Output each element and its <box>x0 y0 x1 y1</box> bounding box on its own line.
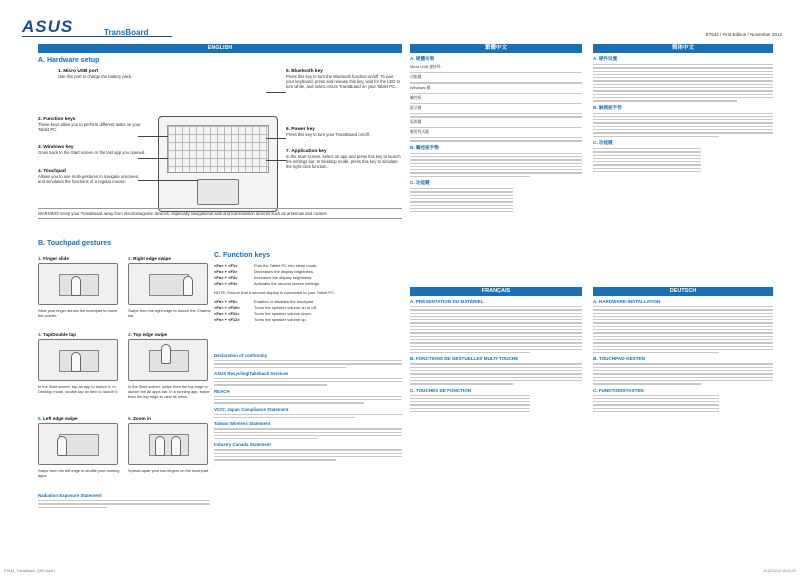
warning-note: WARNING! Keep your TransBoard away from electromagnetic devices, especially navigational aids and transmission devices such as antennas and routers. <box>38 208 402 219</box>
fkey-row: <Fn> + <F2> Decreases the display brightness. <box>214 269 315 274</box>
compliance-section: Declaration of conformity ASUS Recycling/Takeback Services REACH VCCI: Japan Compliance Statement Taiwan Wireless Statement Industry Canada Statement <box>214 350 402 463</box>
label-power-key: 6. Power key Press this key to turn your TransBoard on/off. <box>286 127 370 137</box>
label-application-key: 7. Application key In the Start screen, select an app and press this key to launch the settings bar. In Desktop mode, press this key to simulate the right-click function. <box>286 149 401 169</box>
zh-cn-column: 简体中文 A. 硬件设置 B. 触摸板手势 C. 功能键 <box>593 44 773 174</box>
touchpad-illustration <box>197 179 239 205</box>
gestures-title: B. Touchpad gestures <box>38 240 111 247</box>
label-windows-key: 3. Windows key Goes back to the Start screen or the last app you opened. <box>38 145 146 155</box>
fkey-row: <Fn> + <F11> Turns the speaker volume down. <box>214 311 312 316</box>
lang-bar-zh-cn: 简体中文 <box>593 44 773 53</box>
gesture-left-edge-swipe: 5. Left edge swipe Swipe from the left edge to shuffle your running apps. <box>38 416 120 478</box>
keyboard-illustration <box>158 116 278 212</box>
french-column: FRANÇAIS A. PRÉSENTATION DU MATÉRIEL B. FONCTIONS DE GESTUELLES MULTI-TOUCHE C. TOUCHES DE FONCTION <box>410 287 582 414</box>
function-keys-section <box>214 244 402 323</box>
leader-line <box>138 180 198 181</box>
fkeys-note: NOTE: Ensure that a second display is connected to your Tablet PC. <box>214 290 336 295</box>
leader-line <box>138 136 168 137</box>
gesture-illustration <box>38 339 118 381</box>
fkey-row: <Fn> + <F3> Increases the display brightness. <box>214 275 313 280</box>
german-column: DEUTSCH A. HARDWARE-INSTALLATION B. TOUCHPAD-GESTEN C. FUNKTIONSTASTEN <box>593 287 773 414</box>
gesture-illustration <box>38 423 118 465</box>
zh-tw-items: Micro USB 連接埠 功能鍵 Windows 鍵 觸控板 藍牙鍵 電源鍵 應用程式鍵 <box>410 65 582 142</box>
gesture-illustration <box>128 423 208 465</box>
gesture-finger-slide: 1. Finger slide Slide your finger across the touchpad to move the pointer. <box>38 256 118 318</box>
label-touchpad: 4. Touchpad Allows you to use multi-gestures to navigate onscreen, and simulates the functions of a regular mouse. <box>38 169 140 184</box>
lang-bar-german: DEUTSCH <box>593 287 773 296</box>
gesture-illustration <box>38 263 118 305</box>
fkey-row: <Fn> + <F12> Turns the speaker volume up. <box>214 317 307 322</box>
edition-info: E7644 / First Edition / November 2012 <box>705 32 782 37</box>
label-usb: 1. Micro USB port Use this port to charge the battery pack. <box>58 69 133 79</box>
hardware-title: A. Hardware setup <box>38 57 100 64</box>
lang-bar-english: ENGLISH <box>38 44 402 53</box>
gesture-illustration <box>128 263 208 305</box>
footer-file: E7644_TransBoard_QSG.indd 1 <box>4 569 56 573</box>
radiation-section: Radiation Exposure Statement <box>38 490 210 510</box>
lang-bar-zh-tw: 繁體中文 <box>410 44 582 53</box>
lang-bar-french: FRANÇAIS <box>410 287 582 296</box>
fkeys-title: C. Function keys <box>214 252 271 259</box>
english-column <box>38 44 402 520</box>
product-name: TransBoard <box>104 28 149 37</box>
gestures-section <box>38 240 402 520</box>
gesture-illustration <box>128 339 208 381</box>
gesture-tap: 3. Tap/Double tap In the Start screen, tap an app to launch it. In Desktop mode, double-tap an item to launch it. <box>38 332 119 394</box>
asus-logo: ASUS <box>22 17 74 36</box>
fkey-row: <Fn> + <F4> Activates the second screen settings. <box>214 281 321 286</box>
leader-line <box>266 138 286 139</box>
leader-line <box>266 160 286 161</box>
page-header <box>0 0 800 44</box>
hardware-section <box>38 68 402 236</box>
zh-tw-column: 繁體中文 A. 硬體安裝 Micro USB 連接埠 功能鍵 Windows 鍵 觸控板 藍牙鍵 電源鍵 應用程式鍵 B. 觸控板手勢 C. 功能鍵 <box>410 44 582 214</box>
print-footer <box>4 569 796 573</box>
fkey-row: <Fn> + <F10> Turns the speaker volume on or off. <box>214 305 317 310</box>
gesture-top-edge-swipe: 4. Top edge swipe In the Start screen, swipe from the top edge to launch the All apps bar. In a running app, swipe from the top edge to view its menu. <box>128 332 210 399</box>
logo-rule <box>22 36 172 37</box>
leader-line <box>266 92 286 93</box>
fkey-row: <Fn> + <F6> Enables or disables the touchpad. <box>214 299 315 304</box>
fkey-row: <Fn> + <F1> Puts the Tablet PC into sleep mode. <box>214 263 318 268</box>
label-bluetooth-key: 5. Bluetooth key Press this key to turn the Bluetooth function on/off. To pair your keyboard, press and release this key, wait for the LED to turn white, and select ASUS TransBoard on your Tablet PC. <box>286 69 400 89</box>
leader-line <box>138 158 168 159</box>
gesture-right-edge-swipe: 2. Right edge swipe Swipe from the right edge to launch the Charms bar. <box>128 256 211 318</box>
gesture-zoom-in: 6. Zoom in Spread apart your two fingers on the touchpad. <box>128 416 210 473</box>
keyboard-keys <box>167 125 269 173</box>
footer-date: 2012/11/12 10:21:02 <box>763 569 796 573</box>
label-function-keys: 2. Function keys These keys allow you to perform different tasks on your Tablet PC. <box>38 117 141 132</box>
